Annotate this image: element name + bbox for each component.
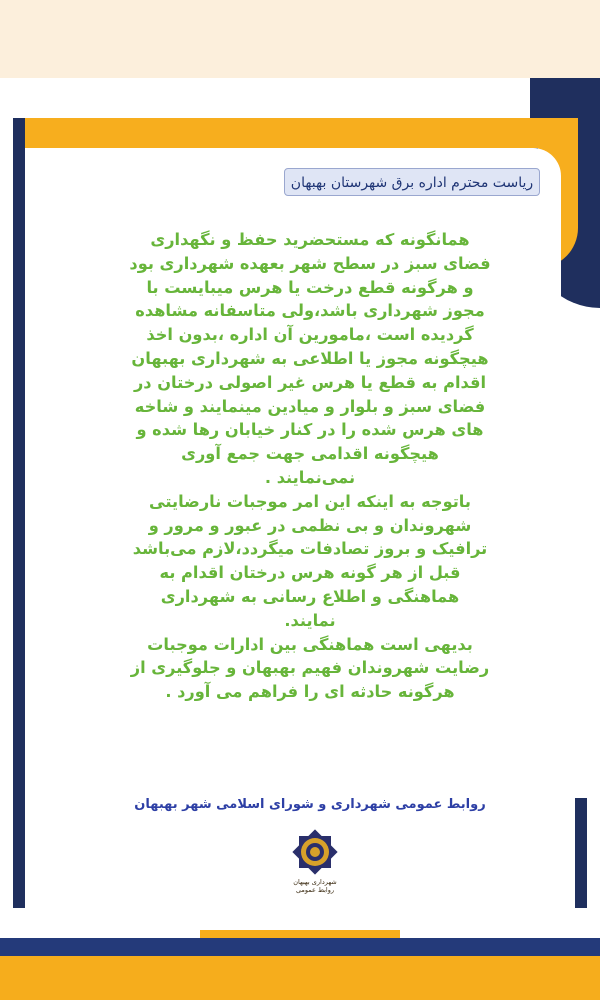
letter-line: باتوجه به اینکه این امر موجبات نارضایتی bbox=[149, 491, 471, 511]
logo-caption bbox=[285, 878, 345, 894]
signature-line: روابط عمومی شهرداری و شورای اسلامی شهر بهبهان bbox=[134, 797, 486, 812]
logo-caption-line1: شهرداری بهبهان bbox=[293, 878, 337, 886]
letter-line: نمی‌نمایند . bbox=[264, 467, 356, 487]
municipality-logo bbox=[285, 828, 345, 908]
letter-line: رضایت شهروندان فهیم بهبهان و جلوگیری از bbox=[130, 658, 490, 678]
letter-line: ترافیک و بروز تصادفات میگردد،لازم می‌باشد bbox=[132, 539, 488, 559]
top-band bbox=[0, 0, 600, 78]
bottom-accent-line bbox=[200, 930, 400, 938]
letter-line: هیچگونه اقدامی جهت جمع آوری bbox=[181, 444, 439, 464]
letter-line: قبل از هر گونه هرس درختان اقدام به bbox=[159, 563, 461, 583]
municipality-logo-icon bbox=[285, 828, 345, 878]
letter-line: فضای سبز در سطح شهر بعهده شهرداری بود bbox=[129, 253, 491, 273]
letter-line: بدیهی است هماهنگی بین ادارات موجبات bbox=[147, 634, 473, 654]
letter-body bbox=[110, 228, 510, 704]
letter-line: های هرس شده را در کنار خیابان رها شده و bbox=[136, 420, 484, 440]
letter-line: هرگونه حادثه ای را فراهم می آورد . bbox=[165, 682, 455, 702]
letter-line: گردیده است ،مامورین آن اداره ،بدون اخذ bbox=[146, 325, 474, 345]
logo-caption-line2: روابط عمومی bbox=[295, 886, 335, 894]
letter-line: نمایند. bbox=[284, 610, 336, 630]
letter-line: اقدام به قطع یا هرس غیر اصولی درختان در bbox=[133, 372, 487, 392]
letter-line: و هرگونه قطع درخت یا هرس میبایست با bbox=[146, 277, 474, 297]
bottom-stripe-navy bbox=[0, 938, 600, 956]
frame-yellow-top bbox=[13, 118, 573, 148]
frame-navy-left bbox=[13, 118, 25, 908]
letter-line: فضای سبز و بلوار و میادین مینمایند و شاخه bbox=[134, 396, 486, 416]
letter-line: هماهنگی و اطلاع رسانی به شهرداری bbox=[160, 586, 460, 606]
letter-line: هیچگونه مجوز یا اطلاعی به شهرداری بهبهان bbox=[131, 348, 489, 368]
frame-navy-right bbox=[575, 798, 587, 908]
letter-line: شهروندان و بی نظمی در عبور و مرور و bbox=[148, 515, 472, 535]
bottom-stripe-yellow bbox=[0, 956, 600, 1000]
letter-line: همانگونه که مستحضرید حفظ و نگهداری bbox=[150, 230, 470, 249]
addressee-header: ریاست محترم اداره برق شهرستان بهبهان bbox=[284, 168, 540, 196]
letter-line: مجوز شهرداری باشد،ولی متاسفانه مشاهده bbox=[135, 301, 485, 321]
